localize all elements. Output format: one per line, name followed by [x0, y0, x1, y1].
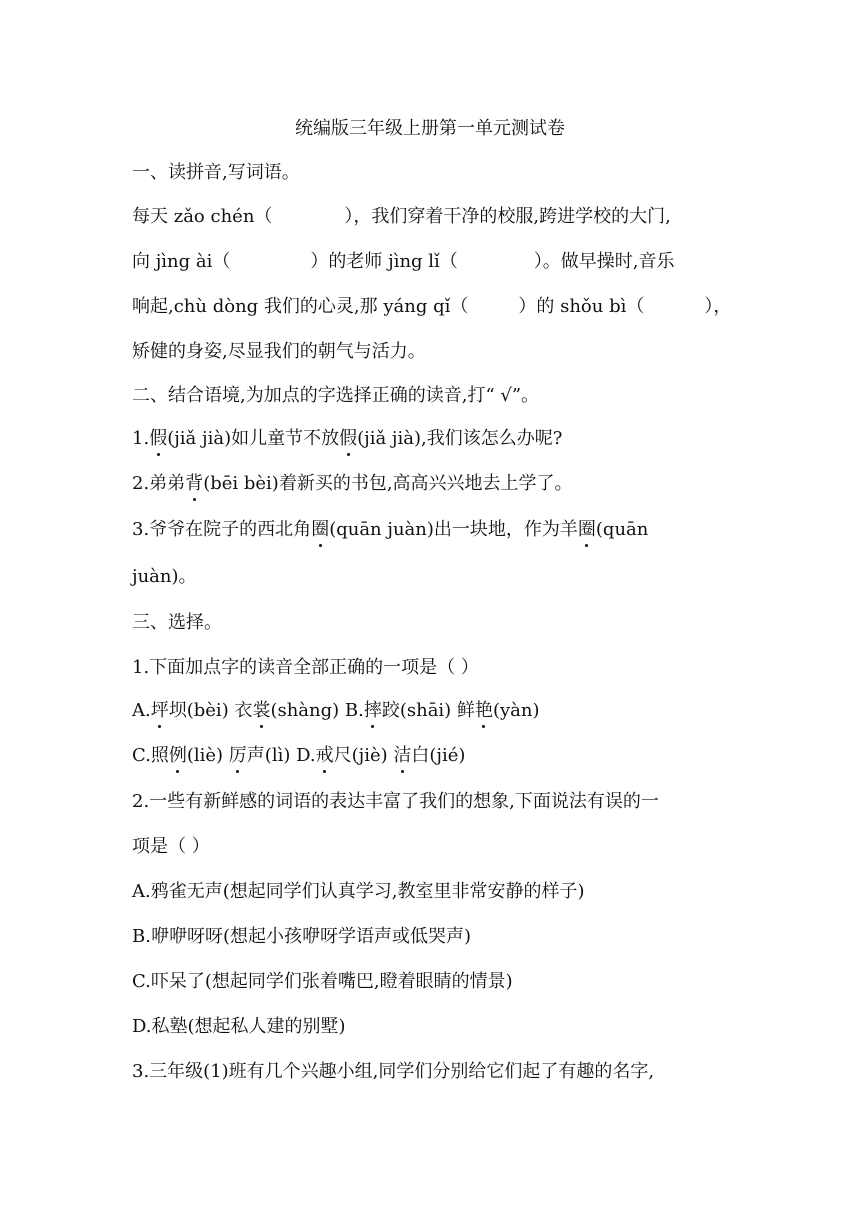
s3-question-1: 1.下面加点字的读音全部正确的一项是（ ） — [132, 657, 479, 678]
s1-line-4: 矫健的身姿,尽显我们的朝气与活力。 — [132, 341, 426, 362]
s3-question-3: 3.三年级(1)班有几个兴趣小组,同学们分别给它们起了有趣的名字, — [132, 1061, 655, 1082]
s3-q2-option-a: A.鸦雀无声(想起同学们认真学习,教室里非常安静的样子) — [132, 881, 585, 902]
s2-question-2: 2.弟弟背(bēi bèi)着新买的书包,高高兴兴地去上学了。 — [132, 473, 573, 494]
s1-line-1: 每天 zǎo chén（ ），我们穿着干净的校服,跨进学校的大门, — [132, 206, 671, 227]
s2-question-3: 3.爷爷在院子的西北角圈(quān juàn)出一块地，作为羊圈(quān — [132, 519, 649, 540]
s2-question-3-cont: juàn)。 — [132, 566, 197, 587]
s3-q2-option-d: D.私塾(想起私人建的别墅) — [132, 1016, 346, 1037]
s3-q1-options-ab: A.坪坝(bèi) 衣裳(shàng) B.摔跤(shāi) 鲜艳(yàn) — [132, 700, 540, 721]
s2-question-1: 1.假(jiǎ jià)如儿童节不放假(jiǎ jià),我们该怎么办呢? — [132, 428, 563, 449]
s3-q1-options-cd: C.照例(liè) 厉声(lì) D.戒尺(jiè) 洁白(jié) — [132, 745, 466, 766]
page-title: 统编版三年级上册第一单元测试卷 — [295, 118, 565, 139]
s3-q2-option-c: C.吓呆了(想起同学们张着嘴巴,瞪着眼睛的情景) — [132, 971, 513, 992]
s3-question-2-cont: 项是（ ） — [132, 836, 210, 857]
s3-q2-option-b: B.咿咿呀呀(想起小孩咿呀学语声或低哭声) — [132, 926, 471, 947]
s1-line-2: 向 jìng ài（ ）的老师 jìng lǐ（ ）。做早操时,音乐 — [132, 251, 675, 272]
section-1-heading: 一、读拼音,写词语。 — [132, 162, 300, 183]
s1-line-3: 响起,chù dòng 我们的心灵,那 yáng qǐ（ ）的 shǒu bì（ ）， — [132, 296, 732, 317]
section-3-heading: 三、选择。 — [132, 612, 222, 633]
section-2-heading: 二、结合语境,为加点的字选择正确的读音,打“ √”。 — [132, 385, 540, 406]
s3-question-2: 2.一些有新鲜感的词语的表达丰富了我们的想象,下面说法有误的一 — [132, 791, 659, 812]
